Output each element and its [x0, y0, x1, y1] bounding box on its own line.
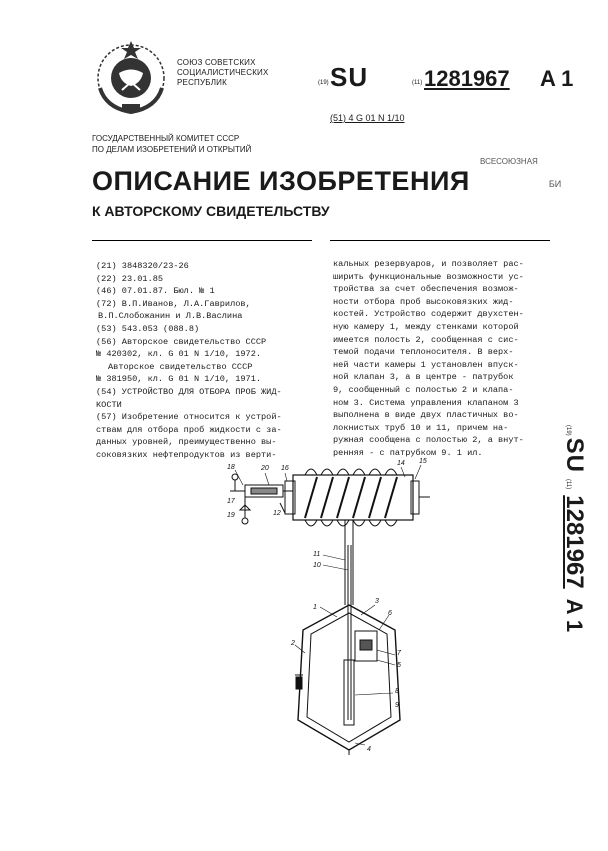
abstract-line: темой подачи теплоносителя. В верх-	[333, 347, 514, 358]
code-19: (19)	[318, 80, 329, 86]
abstract-line: тройства за счет обеспечения возмож-	[333, 284, 519, 295]
org-line: РЕСПУБЛИК	[177, 78, 227, 87]
abstract-line: ширить функциональные возможности ус-	[333, 271, 524, 282]
drawing-label: 19	[227, 512, 235, 519]
drawing-label: 12	[273, 510, 281, 517]
drawing-label: 9	[395, 702, 399, 709]
drawing-label: 1	[313, 604, 317, 611]
drawing-label: 8	[395, 688, 399, 695]
divider	[92, 240, 312, 241]
committee-line: ПО ДЕЛАМ ИЗОБРЕТЕНИЙ И ОТКРЫТИЙ	[92, 145, 252, 154]
su-code: SU	[330, 62, 369, 92]
drawing-label: 15	[419, 458, 427, 465]
side-patent-id	[548, 425, 588, 685]
bib-line: (22) 23.01.85	[96, 273, 164, 284]
library-stamp-mark: БИ	[548, 179, 562, 189]
drawing-label: 5	[397, 662, 401, 669]
abstract-line: ном 3. Система управления клапаном 3	[333, 397, 519, 408]
heat-exchanger-coil	[285, 469, 430, 526]
bib-line: данных уровней, преимущественно вы-	[96, 437, 277, 448]
drawing-label: 18	[227, 464, 235, 471]
code-11: (11)	[412, 80, 423, 86]
side-patent-number: 1281967	[561, 495, 588, 589]
leader-lines	[235, 465, 421, 745]
abstract-text	[333, 258, 555, 460]
bib-line: КОСТИ	[96, 399, 122, 410]
abstract-line: выполнена в виде двух пластичных во-	[333, 410, 519, 421]
drawing-label: 20	[261, 465, 269, 472]
drawing-label: 14	[397, 460, 405, 467]
drawing-label: 16	[281, 465, 289, 472]
bib-line: (53) 543.053 (088.8)	[96, 323, 200, 334]
abstract-line: 9, сообщенный с полостью 2 и клапа-	[333, 384, 514, 395]
drawing-label: 7	[397, 650, 401, 657]
library-stamp: ВСЕСОЮЗНАЯ	[480, 157, 538, 166]
abstract-line: ную камеру 1, между стенками которой	[333, 321, 519, 332]
abstract-line: ренняя - с патрубком 9. 1 ил.	[333, 447, 483, 458]
bib-line: № 420302, кл. G 01 N 1/10, 1972.	[96, 349, 262, 360]
abstract-line: костей. Устройство содержит двухстен-	[333, 309, 524, 320]
drawing-label: 6	[388, 610, 392, 617]
bib-line: соковязких нефтепродуктов из верти-	[96, 449, 277, 460]
drawing-label: 11	[313, 551, 321, 558]
org-line: СОЮЗ СОВЕТСКИХ	[177, 58, 256, 67]
abstract-line: ной клапан 3, а в центре - патрубок	[333, 372, 514, 383]
bib-line: Авторское свидетельство СССР	[108, 361, 253, 372]
valve-assembly	[230, 474, 293, 524]
committee-name	[92, 133, 251, 155]
bib-line: В.П.Слобожанин и Л.В.Васлина	[98, 311, 243, 322]
drawing-label: 2	[291, 640, 295, 647]
central-tubes	[345, 520, 353, 720]
abstract-line: ружная сообщена с полостью 2, а внут-	[333, 435, 524, 446]
org-line: СОЦИАЛИСТИЧЕСКИХ	[177, 68, 269, 77]
side-code-11: (11)	[565, 479, 571, 490]
organization-name	[177, 58, 269, 88]
bib-line: (57) Изобретение относится к устрой-	[96, 412, 282, 423]
side-patent-kind: A 1	[562, 598, 587, 633]
bibliographic-data	[96, 260, 316, 462]
abstract-line: локнистых труб 10 и 11, причем на-	[333, 422, 509, 433]
patent-kind: A 1	[540, 66, 574, 91]
abstract-line: имеется полость 2, сообщенная с сис-	[333, 334, 519, 345]
ipc-classification: (51) 4 G 01 N 1/10	[330, 113, 405, 123]
divider	[330, 240, 550, 241]
bib-line: (46) 07.01.87. Бюл. № 1	[96, 286, 215, 297]
document-title: ОПИСАНИЕ ИЗОБРЕТЕНИЯ	[92, 166, 470, 196]
side-code-19: (19)	[565, 425, 571, 436]
abstract-line: кальных резервуаров, и позволяет рас-	[333, 259, 524, 269]
bib-line: (56) Авторское свидетельство СССР	[96, 336, 267, 347]
patent-number: 1281967	[424, 66, 510, 91]
ussr-emblem-icon	[92, 38, 170, 116]
technical-drawing	[225, 455, 440, 755]
document-subtitle: К АВТОРСКОМУ СВИДЕТЕЛЬСТВУ	[92, 203, 330, 219]
drawing-label: 4	[367, 746, 371, 753]
abstract-line: ней части камеры 1 установлен впуск-	[333, 359, 519, 370]
bib-line: (54) УСТРОЙСТВО ДЛЯ ОТБОРА ПРОБ ЖИД-	[96, 386, 282, 397]
committee-line: ГОСУДАРСТВЕННЫЙ КОМИТЕТ СССР	[92, 134, 240, 143]
bib-line: (72) В.П.Иванов, Л.А.Гаврилов,	[96, 298, 251, 309]
abstract-line: ности отбора проб высоковязких жид-	[333, 296, 514, 307]
bib-line: ствам для отбора проб жидкости с за-	[96, 424, 282, 435]
bib-line: (21) 3848320/23-26	[96, 261, 189, 271]
drawing-label: 10	[313, 562, 321, 569]
drawing-label: 3	[375, 598, 379, 605]
drawing-label: 17	[227, 498, 235, 505]
side-su-code: SU	[561, 437, 588, 474]
bib-line: № 381950, кл. G 01 N 1/10, 1971.	[96, 374, 262, 385]
